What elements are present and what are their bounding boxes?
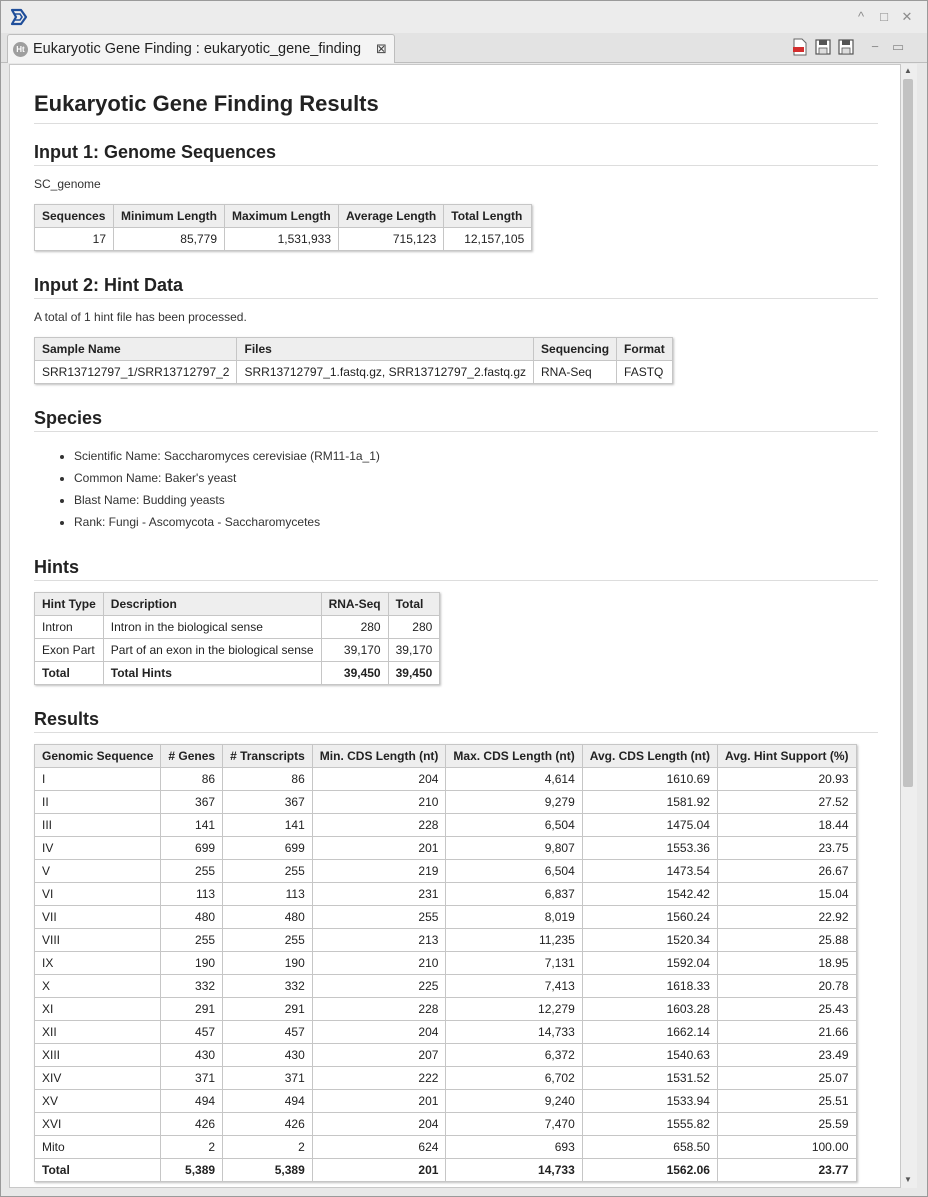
table-cell: 204 [312, 1021, 446, 1044]
table-cell: RNA-Seq [534, 361, 617, 384]
genome-stats-table [34, 204, 532, 251]
table-cell: 1,531,933 [225, 228, 339, 251]
table-cell: 17 [35, 228, 114, 251]
table-cell: 457 [161, 1021, 223, 1044]
table-cell: 204 [312, 768, 446, 791]
table-cell: 141 [161, 814, 223, 837]
table-cell: 4,614 [446, 768, 582, 791]
table-cell: 12,279 [446, 998, 582, 1021]
table-cell: 231 [312, 883, 446, 906]
table-cell: 21.66 [717, 1021, 856, 1044]
table-cell: Total Hints [103, 662, 321, 685]
table-cell: 39,170 [321, 639, 388, 662]
table-total-row [35, 662, 440, 685]
table-row [35, 616, 440, 639]
table-cell: 39,170 [388, 639, 440, 662]
table-cell: SRR13712797_1.fastq.gz, SRR13712797_2.fastq.gz [237, 361, 534, 384]
table-cell: 480 [223, 906, 313, 929]
table-cell: 86 [161, 768, 223, 791]
table-cell: 14,733 [446, 1159, 582, 1182]
table-cell: 255 [223, 929, 313, 952]
table-cell: 371 [223, 1067, 313, 1090]
table-cell: 26.67 [717, 860, 856, 883]
table-cell: IX [35, 952, 161, 975]
table-cell: 210 [312, 791, 446, 814]
table-cell: 6,504 [446, 814, 582, 837]
table-header: Total Length [444, 205, 532, 228]
table-cell: 6,372 [446, 1044, 582, 1067]
table-cell: XIV [35, 1067, 161, 1090]
table-header: Sequences [35, 205, 114, 228]
table-header: Avg. CDS Length (nt) [582, 745, 717, 768]
tab-title: Eukaryotic Gene Finding : eukaryotic_gene_finding [33, 41, 362, 57]
table-cell: 25.88 [717, 929, 856, 952]
table-cell: Mito [35, 1136, 161, 1159]
table-cell: 1562.06 [582, 1159, 717, 1182]
table-header: Format [617, 338, 673, 361]
tab-close-icon[interactable]: ⊠ [376, 41, 387, 56]
genome-name: SC_genome [34, 177, 101, 191]
table-header: Description [103, 593, 321, 616]
table-cell: 210 [312, 952, 446, 975]
hint-files-table [34, 337, 673, 384]
table-cell: Total [35, 1159, 161, 1182]
table-header: Sample Name [35, 338, 237, 361]
editor-tab-bar [1, 33, 927, 63]
table-header: RNA-Seq [321, 593, 388, 616]
table-header: Minimum Length [114, 205, 225, 228]
table-header: Avg. Hint Support (%) [717, 745, 856, 768]
table-cell: 494 [161, 1090, 223, 1113]
table-cell: 280 [321, 616, 388, 639]
table-cell: VI [35, 883, 161, 906]
table-cell: 1603.28 [582, 998, 717, 1021]
table-cell: 1542.42 [582, 883, 717, 906]
table-cell: 27.52 [717, 791, 856, 814]
table-cell: 5,389 [161, 1159, 223, 1182]
table-cell: 426 [223, 1113, 313, 1136]
table-cell: 367 [161, 791, 223, 814]
table-cell: XV [35, 1090, 161, 1113]
table-cell: 7,131 [446, 952, 582, 975]
table-cell: 201 [312, 837, 446, 860]
table-cell: 255 [161, 929, 223, 952]
table-cell: 480 [161, 906, 223, 929]
table-cell: 430 [161, 1044, 223, 1067]
table-cell: 23.49 [717, 1044, 856, 1067]
table-cell: 624 [312, 1136, 446, 1159]
table-cell: 204 [312, 1113, 446, 1136]
table-cell: 14,733 [446, 1021, 582, 1044]
hints-table [34, 592, 440, 685]
table-row [35, 1090, 857, 1113]
table-cell: 658.50 [582, 1136, 717, 1159]
table-cell: 494 [223, 1090, 313, 1113]
table-header: Hint Type [35, 593, 104, 616]
table-cell: 225 [312, 975, 446, 998]
table-cell: 228 [312, 998, 446, 1021]
table-cell: 190 [223, 952, 313, 975]
table-cell: 11,235 [446, 929, 582, 952]
table-row [35, 998, 857, 1021]
table-cell: FASTQ [617, 361, 673, 384]
table-total-row [35, 1159, 857, 1182]
vertical-scrollbar[interactable] [901, 64, 917, 1188]
list-item: • Blast Name: Budding yeasts [74, 489, 878, 511]
table-cell: XI [35, 998, 161, 1021]
table-row [35, 814, 857, 837]
table-cell: 1610.69 [582, 768, 717, 791]
table-row [35, 906, 857, 929]
table-cell: 280 [388, 616, 440, 639]
table-cell: X [35, 975, 161, 998]
table-cell: 85,779 [114, 228, 225, 251]
table-header: Max. CDS Length (nt) [446, 745, 582, 768]
table-row [35, 768, 857, 791]
table-cell: 20.78 [717, 975, 856, 998]
table-cell: 6,837 [446, 883, 582, 906]
table-cell: 207 [312, 1044, 446, 1067]
scroll-down-icon[interactable]: ▼ [904, 1175, 912, 1184]
save-icon[interactable] [814, 38, 832, 56]
table-cell: XII [35, 1021, 161, 1044]
table-cell: 39,450 [388, 662, 440, 685]
table-row [35, 1136, 857, 1159]
table-row [35, 975, 857, 998]
table-cell: 5,389 [223, 1159, 313, 1182]
table-cell: 228 [312, 814, 446, 837]
table-cell: 699 [223, 837, 313, 860]
app-logo-icon [8, 7, 28, 27]
table-cell: 6,504 [446, 860, 582, 883]
input1-heading: Input 1: Genome Sequences [34, 142, 878, 166]
species-heading: Species [34, 408, 878, 432]
table-cell: 8,019 [446, 906, 582, 929]
table-cell: 25.43 [717, 998, 856, 1021]
export-pdf-icon[interactable] [791, 38, 809, 56]
scroll-up-icon[interactable]: ▲ [904, 66, 912, 75]
table-cell: VIII [35, 929, 161, 952]
table-cell: VII [35, 906, 161, 929]
table-cell: Total [35, 662, 104, 685]
table-cell: 1555.82 [582, 1113, 717, 1136]
table-cell: 9,279 [446, 791, 582, 814]
table-cell: 100.00 [717, 1136, 856, 1159]
table-cell: 699 [161, 837, 223, 860]
table-header: Average Length [339, 205, 444, 228]
table-row [35, 228, 532, 251]
table-cell: 86 [223, 768, 313, 791]
table-cell: V [35, 860, 161, 883]
hints-heading: Hints [34, 557, 878, 581]
table-cell: 255 [223, 860, 313, 883]
table-cell: 693 [446, 1136, 582, 1159]
table-cell: 190 [161, 952, 223, 975]
table-cell: 25.51 [717, 1090, 856, 1113]
table-cell: 222 [312, 1067, 446, 1090]
table-cell: 1520.34 [582, 929, 717, 952]
table-cell: XVI [35, 1113, 161, 1136]
table-row [35, 639, 440, 662]
table-header: Files [237, 338, 534, 361]
list-item: • Common Name: Baker's yeast [74, 467, 878, 489]
input2-heading: Input 2: Hint Data [34, 275, 878, 299]
table-cell: 426 [161, 1113, 223, 1136]
table-cell: 39,450 [321, 662, 388, 685]
table-header-row [35, 205, 532, 228]
table-cell: 23.75 [717, 837, 856, 860]
table-cell: 213 [312, 929, 446, 952]
table-row [35, 860, 857, 883]
title-bar [1, 1, 927, 33]
table-cell: 457 [223, 1021, 313, 1044]
report-view[interactable] [9, 64, 901, 1188]
table-cell: Exon Part [35, 639, 104, 662]
table-cell: 9,807 [446, 837, 582, 860]
table-header: Genomic Sequence [35, 745, 161, 768]
table-cell: 291 [223, 998, 313, 1021]
table-cell: 201 [312, 1090, 446, 1113]
table-cell: 1662.14 [582, 1021, 717, 1044]
table-cell: SRR13712797_1/SRR13712797_2 [35, 361, 237, 384]
table-row [35, 1021, 857, 1044]
table-cell: 371 [161, 1067, 223, 1090]
table-cell: 1581.92 [582, 791, 717, 814]
table-cell: 1540.63 [582, 1044, 717, 1067]
table-cell: 1560.24 [582, 906, 717, 929]
table-cell: 1553.36 [582, 837, 717, 860]
table-cell: 201 [312, 1159, 446, 1182]
window-minimize-button[interactable]: ^ [857, 9, 865, 24]
table-row [35, 361, 673, 384]
table-cell: 22.92 [717, 906, 856, 929]
list-item: • Rank: Fungi - Ascomycota - Saccharomycetes [74, 511, 878, 533]
table-header: Min. CDS Length (nt) [312, 745, 446, 768]
table-row [35, 837, 857, 860]
table-cell: 12,157,105 [444, 228, 532, 251]
table-cell: 1533.94 [582, 1090, 717, 1113]
table-cell: Intron in the biological sense [103, 616, 321, 639]
table-cell: 7,470 [446, 1113, 582, 1136]
table-cell: 2 [161, 1136, 223, 1159]
table-cell: 291 [161, 998, 223, 1021]
table-header-row [35, 593, 440, 616]
table-header-row [35, 338, 673, 361]
window-close-button[interactable]: ✕ [901, 9, 913, 24]
table-row [35, 1044, 857, 1067]
table-cell: 9,240 [446, 1090, 582, 1113]
view-minimize-button[interactable]: − [871, 39, 879, 54]
table-cell: 1592.04 [582, 952, 717, 975]
table-cell: 715,123 [339, 228, 444, 251]
scrollbar-thumb[interactable] [903, 79, 913, 787]
view-maximize-button[interactable]: ▭ [891, 39, 905, 54]
table-cell: 20.93 [717, 768, 856, 791]
table-cell: 113 [161, 883, 223, 906]
table-cell: 141 [223, 814, 313, 837]
table-cell: 1475.04 [582, 814, 717, 837]
table-cell: IV [35, 837, 161, 860]
report-title: Eukaryotic Gene Finding Results [34, 91, 878, 124]
table-cell: 23.77 [717, 1159, 856, 1182]
tab-eukaryotic-gene-finding[interactable] [7, 34, 395, 63]
table-cell: 25.59 [717, 1113, 856, 1136]
results-table [34, 744, 857, 1182]
table-row [35, 952, 857, 975]
table-cell: 113 [223, 883, 313, 906]
table-cell: I [35, 768, 161, 791]
hint-file-summary: A total of 1 hint file has been processed. [34, 310, 247, 324]
table-header: Sequencing [534, 338, 617, 361]
table-cell: 367 [223, 791, 313, 814]
table-cell: 7,413 [446, 975, 582, 998]
table-cell: II [35, 791, 161, 814]
table-cell: 18.44 [717, 814, 856, 837]
species-list [74, 445, 878, 533]
results-table-body [35, 768, 857, 1182]
table-cell: 25.07 [717, 1067, 856, 1090]
results-heading: Results [34, 709, 878, 733]
table-cell: 15.04 [717, 883, 856, 906]
table-cell: 1531.52 [582, 1067, 717, 1090]
table-row [35, 883, 857, 906]
table-cell: Intron [35, 616, 104, 639]
table-header: Total [388, 593, 440, 616]
table-cell: 255 [312, 906, 446, 929]
report-document [34, 91, 878, 1182]
save-as-icon[interactable] [837, 38, 855, 56]
table-cell: 255 [161, 860, 223, 883]
table-cell: III [35, 814, 161, 837]
table-row [35, 1067, 857, 1090]
table-cell: 1618.33 [582, 975, 717, 998]
table-cell: 2 [223, 1136, 313, 1159]
html-file-icon: Ht [13, 42, 28, 57]
table-row [35, 1113, 857, 1136]
table-cell: XIII [35, 1044, 161, 1067]
window-maximize-button[interactable]: □ [880, 9, 888, 24]
table-cell: 332 [161, 975, 223, 998]
table-cell: 332 [223, 975, 313, 998]
table-cell: 430 [223, 1044, 313, 1067]
table-cell: Part of an exon in the biological sense [103, 639, 321, 662]
table-header: # Transcripts [223, 745, 313, 768]
table-cell: 18.95 [717, 952, 856, 975]
table-cell: 1473.54 [582, 860, 717, 883]
list-item: • Scientific Name: Saccharomyces cerevisiae (RM11-1a_1) [74, 445, 878, 467]
table-header-row [35, 745, 857, 768]
table-header: # Genes [161, 745, 223, 768]
table-row [35, 929, 857, 952]
table-cell: 219 [312, 860, 446, 883]
table-header: Maximum Length [225, 205, 339, 228]
table-row [35, 791, 857, 814]
table-cell: 6,702 [446, 1067, 582, 1090]
